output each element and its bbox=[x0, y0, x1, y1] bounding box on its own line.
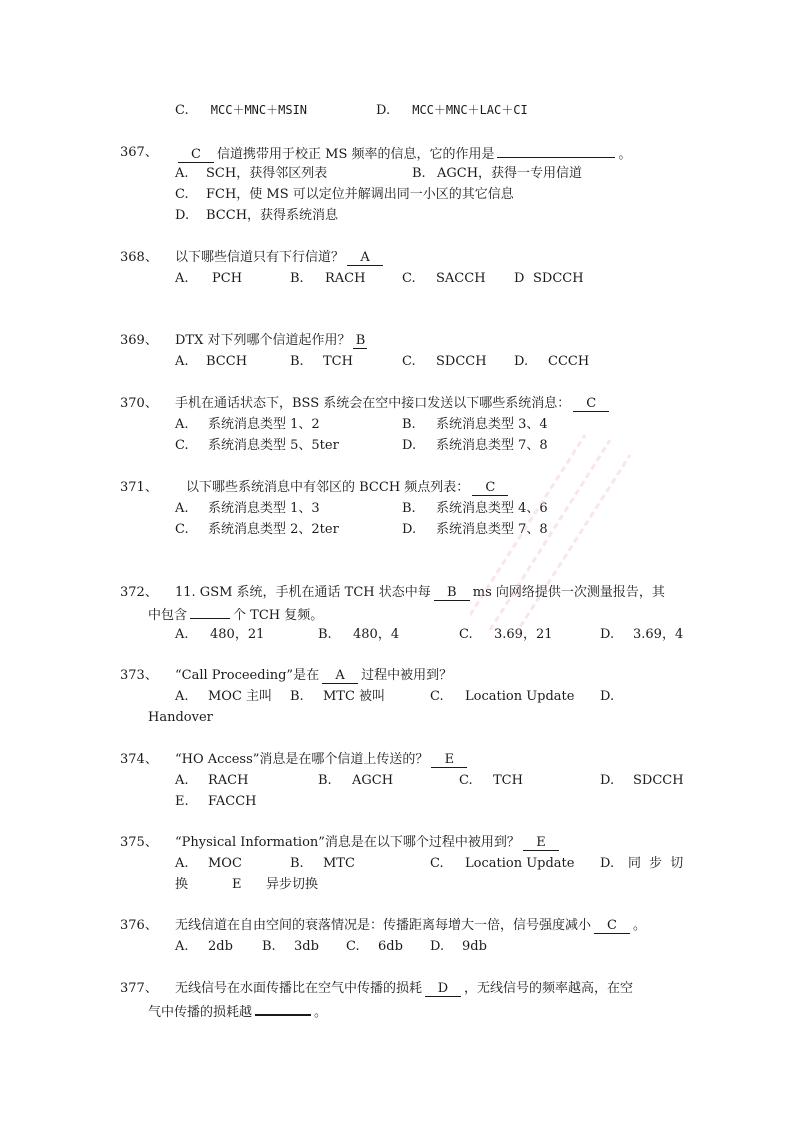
option-text: 系统消息类型 2、2ter bbox=[208, 522, 339, 537]
question-text: DTX 对下列哪个信道起作用？ bbox=[175, 333, 351, 348]
question-text: 以下哪些信道只有下行信道？ bbox=[175, 250, 345, 265]
option-text: 系统消息类型 1、3 bbox=[208, 501, 320, 516]
option-letter: D. bbox=[376, 103, 391, 118]
question-number: 372、 bbox=[120, 585, 158, 600]
option-letter: C. bbox=[430, 689, 444, 704]
option-text: 6db bbox=[378, 939, 403, 954]
question-number: 374、 bbox=[120, 752, 158, 767]
answer-blank: E bbox=[431, 753, 467, 768]
option-text: 3db bbox=[294, 939, 319, 954]
watermark-stamp bbox=[470, 430, 640, 640]
option-letter: B. bbox=[318, 773, 332, 788]
option-letter: C. bbox=[175, 103, 189, 118]
option-letter: D. bbox=[600, 627, 615, 642]
option-text: RACH bbox=[208, 773, 249, 788]
option-text: PCH bbox=[212, 271, 243, 286]
option-letter: C. bbox=[459, 773, 473, 788]
answer-blank: B bbox=[353, 334, 367, 349]
option-text: SACCH bbox=[436, 271, 486, 286]
answer-blank: C bbox=[178, 148, 214, 163]
option-letter: D. bbox=[514, 354, 529, 369]
option-text: 系统消息类型 7、8 bbox=[436, 522, 548, 537]
answer-blank: B bbox=[434, 586, 470, 601]
option-text: BCCH bbox=[206, 354, 248, 369]
question-text-cont: 个 TCH 复频。 bbox=[233, 608, 324, 623]
option-text: 3.69，4 bbox=[633, 627, 684, 642]
question-text: “HO Access”消息是在哪个信道上传送的？ bbox=[175, 752, 429, 767]
option-text: Location Update bbox=[465, 856, 575, 871]
option-letter: D. bbox=[175, 208, 190, 223]
option-letter: C. bbox=[430, 856, 444, 871]
option-text: MOC 主叫 bbox=[208, 689, 273, 704]
question-end: 。 bbox=[633, 918, 647, 933]
option-letter: A. bbox=[175, 354, 189, 369]
option-letter: D. bbox=[600, 773, 615, 788]
question-number: 370、 bbox=[120, 396, 158, 411]
option-letter: A. bbox=[175, 417, 189, 432]
option-text: 2db bbox=[208, 939, 233, 954]
option-text: RACH bbox=[325, 271, 366, 286]
question-number: 367、 bbox=[120, 145, 158, 160]
option-text: 3.69，21 bbox=[494, 627, 553, 642]
option-text: AGCH，获得一专用信道 bbox=[437, 166, 583, 181]
option-letter: B. bbox=[290, 354, 304, 369]
option-letter: D. bbox=[430, 939, 445, 954]
answer-blank: C bbox=[573, 397, 609, 412]
option-letter: D. bbox=[600, 856, 615, 871]
question-text: 手机在通话状态下，BSS 系统会在空中接口发送以下哪些系统消息： bbox=[175, 396, 571, 411]
question-number: 368、 bbox=[120, 250, 158, 265]
empty-blank bbox=[255, 1001, 311, 1016]
option-letter: A. bbox=[175, 689, 189, 704]
question-number: 377、 bbox=[120, 981, 158, 996]
q373-options-wrap bbox=[148, 709, 213, 727]
option-letter: E bbox=[232, 877, 242, 892]
option-text: SDCCH bbox=[436, 354, 487, 369]
option-text: 480，21 bbox=[210, 627, 265, 642]
option-letter: A. bbox=[175, 501, 189, 516]
option-text: TCH bbox=[493, 773, 523, 788]
question-377-line2 bbox=[148, 1001, 327, 1019]
option-text: BCCH，获得系统消息 bbox=[206, 208, 339, 223]
option-letter: B. bbox=[290, 689, 304, 704]
option-text: 系统消息类型 5、5ter bbox=[208, 438, 339, 453]
option-text: FCH，使 MS 可以定位并解调出同一小区的其它信息 bbox=[206, 187, 514, 202]
question-text: 信道携带用于校正 MS 频率的信息，它的作用是 bbox=[217, 147, 495, 162]
option-text: 系统消息类型 3、4 bbox=[436, 417, 548, 432]
answer-blank: C bbox=[594, 919, 630, 934]
option-text: Handover bbox=[148, 710, 213, 725]
answer-blank: A bbox=[322, 669, 358, 684]
option-letter: A. bbox=[175, 627, 189, 642]
question-text-cont: 过程中被用到？ bbox=[361, 668, 453, 683]
option-text: AGCH bbox=[352, 773, 394, 788]
option-text: 异步切换 bbox=[266, 877, 319, 892]
option-text: 480，4 bbox=[353, 627, 400, 642]
option-letter: D bbox=[514, 271, 525, 286]
option-letter: B. bbox=[402, 417, 416, 432]
option-text: 9db bbox=[462, 939, 487, 954]
top-option-d bbox=[376, 101, 528, 119]
option-letter: B. bbox=[412, 166, 426, 181]
option-letter: C. bbox=[459, 627, 473, 642]
option-letter: B. bbox=[290, 271, 304, 286]
question-text: “Physical Information”消息是在以下哪个过程中被用到？ bbox=[175, 835, 520, 850]
question-372-line2 bbox=[148, 605, 323, 623]
option-text: 系统消息类型 4、6 bbox=[436, 501, 548, 516]
question-number: 375、 bbox=[120, 835, 158, 850]
answer-blank: C bbox=[472, 481, 508, 496]
option-letter: A. bbox=[175, 939, 189, 954]
option-letter: A. bbox=[175, 856, 189, 871]
option-text: Location Update bbox=[465, 689, 575, 704]
option-text: 同 步 切 bbox=[628, 856, 686, 871]
option-letter: C. bbox=[175, 187, 189, 202]
option-text: MCC＋MNC＋MSIN bbox=[210, 103, 308, 117]
answer-blank: A bbox=[347, 251, 383, 266]
question-text: 以下哪些系统消息中有邻区的 BCCH 频点列表： bbox=[186, 480, 470, 495]
question-text-cont: ms 向网络提供一次测量报告，其 bbox=[472, 585, 665, 600]
option-text: 换 bbox=[175, 877, 189, 892]
empty-blank bbox=[497, 144, 615, 158]
question-text: “Call Proceeding”是在 bbox=[175, 668, 320, 683]
option-text: TCH bbox=[323, 354, 353, 369]
option-text: CCCH bbox=[548, 354, 590, 369]
option-text: MTC bbox=[323, 856, 355, 871]
question-end: 。 bbox=[314, 1005, 328, 1020]
option-letter: D. bbox=[402, 438, 417, 453]
option-text: FACCH bbox=[208, 794, 257, 809]
question-text: 11. GSM 系统，手机在通话 TCH 状态中每 bbox=[175, 585, 431, 600]
option-letter: C. bbox=[402, 271, 416, 286]
empty-blank bbox=[190, 605, 230, 619]
option-text: SCH，获得邻区列表 bbox=[206, 166, 328, 181]
option-text: MOC bbox=[208, 856, 242, 871]
option-letter: D. bbox=[402, 522, 417, 537]
question-text: 无线信道在自由空间的衰落情况是：传播距离每增大一倍，信号强度减小 bbox=[175, 918, 592, 933]
option-letter: C. bbox=[402, 354, 416, 369]
option-letter: D. bbox=[600, 689, 615, 704]
question-number: 371、 bbox=[120, 480, 158, 495]
option-text: SDCCH bbox=[633, 773, 684, 788]
option-letter: C. bbox=[175, 522, 189, 537]
option-text: SDCCH bbox=[533, 271, 584, 286]
option-letter: A. bbox=[175, 773, 189, 788]
option-letter: A. bbox=[175, 166, 189, 181]
question-text: 气中传播的损耗越 bbox=[148, 1005, 253, 1020]
option-letter: A. bbox=[175, 271, 189, 286]
option-letter: E. bbox=[175, 794, 189, 809]
question-number: 376、 bbox=[120, 918, 158, 933]
option-text: 系统消息类型 1、2 bbox=[208, 417, 320, 432]
option-letter: B. bbox=[262, 939, 276, 954]
option-letter: C. bbox=[175, 438, 189, 453]
option-text: MTC 被叫 bbox=[323, 689, 386, 704]
question-text: 中包含 bbox=[148, 608, 188, 623]
question-text-cont: ，无线信号的频率越高，在空 bbox=[464, 981, 634, 996]
top-option-c bbox=[175, 101, 307, 119]
answer-blank: D bbox=[425, 982, 461, 997]
question-text: 无线信号在水面传播比在空气中传播的损耗 bbox=[175, 981, 423, 996]
option-letter: B. bbox=[290, 856, 304, 871]
option-text: 系统消息类型 7、8 bbox=[436, 438, 548, 453]
answer-blank: E bbox=[523, 836, 559, 851]
option-letter: B. bbox=[402, 501, 416, 516]
question-end: 。 bbox=[618, 147, 632, 162]
question-number: 373、 bbox=[120, 668, 158, 683]
option-letter: B. bbox=[318, 627, 332, 642]
option-text: MCC＋MNC＋LAC＋CI bbox=[412, 103, 528, 117]
option-letter: C. bbox=[346, 939, 360, 954]
question-number: 369、 bbox=[120, 333, 158, 348]
